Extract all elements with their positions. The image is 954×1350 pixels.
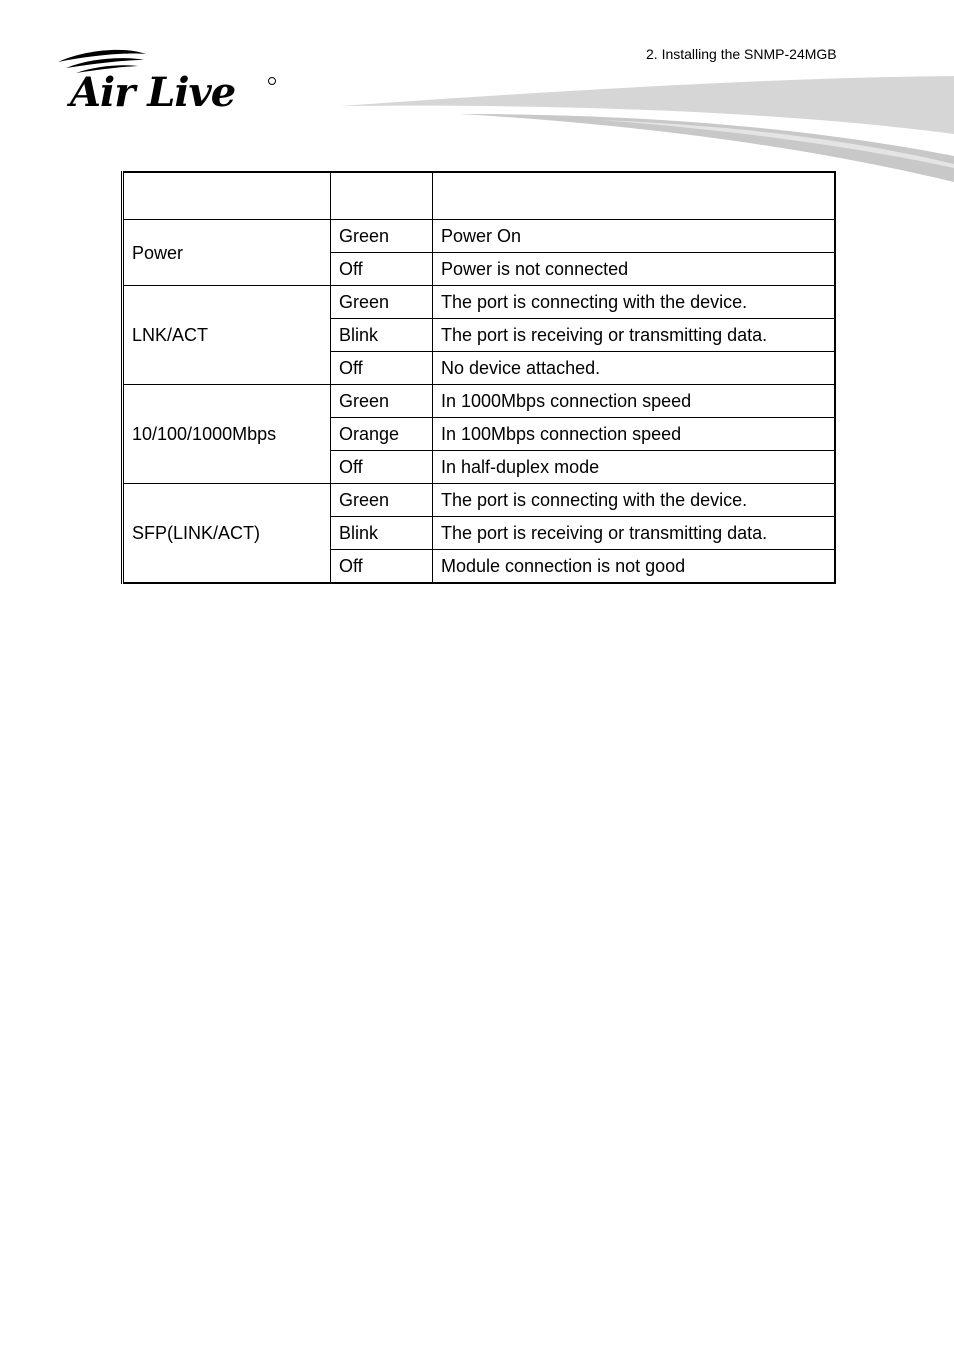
led-status-cell: Power On [433,220,835,253]
led-color-cell: Blink [331,319,433,352]
table-row [123,385,835,418]
table-row [123,286,835,319]
led-color-cell: Off [331,352,433,385]
header-cell-color [331,172,433,220]
table-header-row [123,172,835,220]
led-name-cell: LNK/ACT [123,286,331,385]
led-status-cell: In half-duplex mode [433,451,835,484]
led-name-cell: Power [123,220,331,286]
led-status-table [121,171,836,584]
led-name-cell: SFP(LINK/ACT) [123,484,331,584]
led-status-cell: The port is receiving or transmitting data. [433,517,835,550]
led-status-cell: Module connection is not good [433,550,835,584]
led-color-cell: Blink [331,517,433,550]
led-color-cell: Off [331,550,433,584]
led-color-cell: Off [331,253,433,286]
led-status-cell: No device attached. [433,352,835,385]
led-status-cell: The port is connecting with the device. [433,484,835,517]
led-color-cell: Green [331,286,433,319]
led-color-cell: Green [331,220,433,253]
logo-wordmark: Air Live [70,69,236,114]
led-status-cell: Power is not connected [433,253,835,286]
table-row [123,220,835,253]
led-color-cell: Green [331,385,433,418]
table-row [123,484,835,517]
led-status-cell: The port is receiving or transmitting data. [433,319,835,352]
header-cell-status [433,172,835,220]
led-status-cell: The port is connecting with the device. [433,286,835,319]
airlive-logo [54,48,280,114]
led-color-cell: Off [331,451,433,484]
led-color-cell: Orange [331,418,433,451]
section-title: 2. Installing the SNMP-24MGB [646,46,837,62]
led-status-cell: In 100Mbps connection speed [433,418,835,451]
led-status-cell: In 1000Mbps connection speed [433,385,835,418]
header-cell-led [123,172,331,220]
led-color-cell: Green [331,484,433,517]
led-name-cell: 10/100/1000Mbps [123,385,331,484]
